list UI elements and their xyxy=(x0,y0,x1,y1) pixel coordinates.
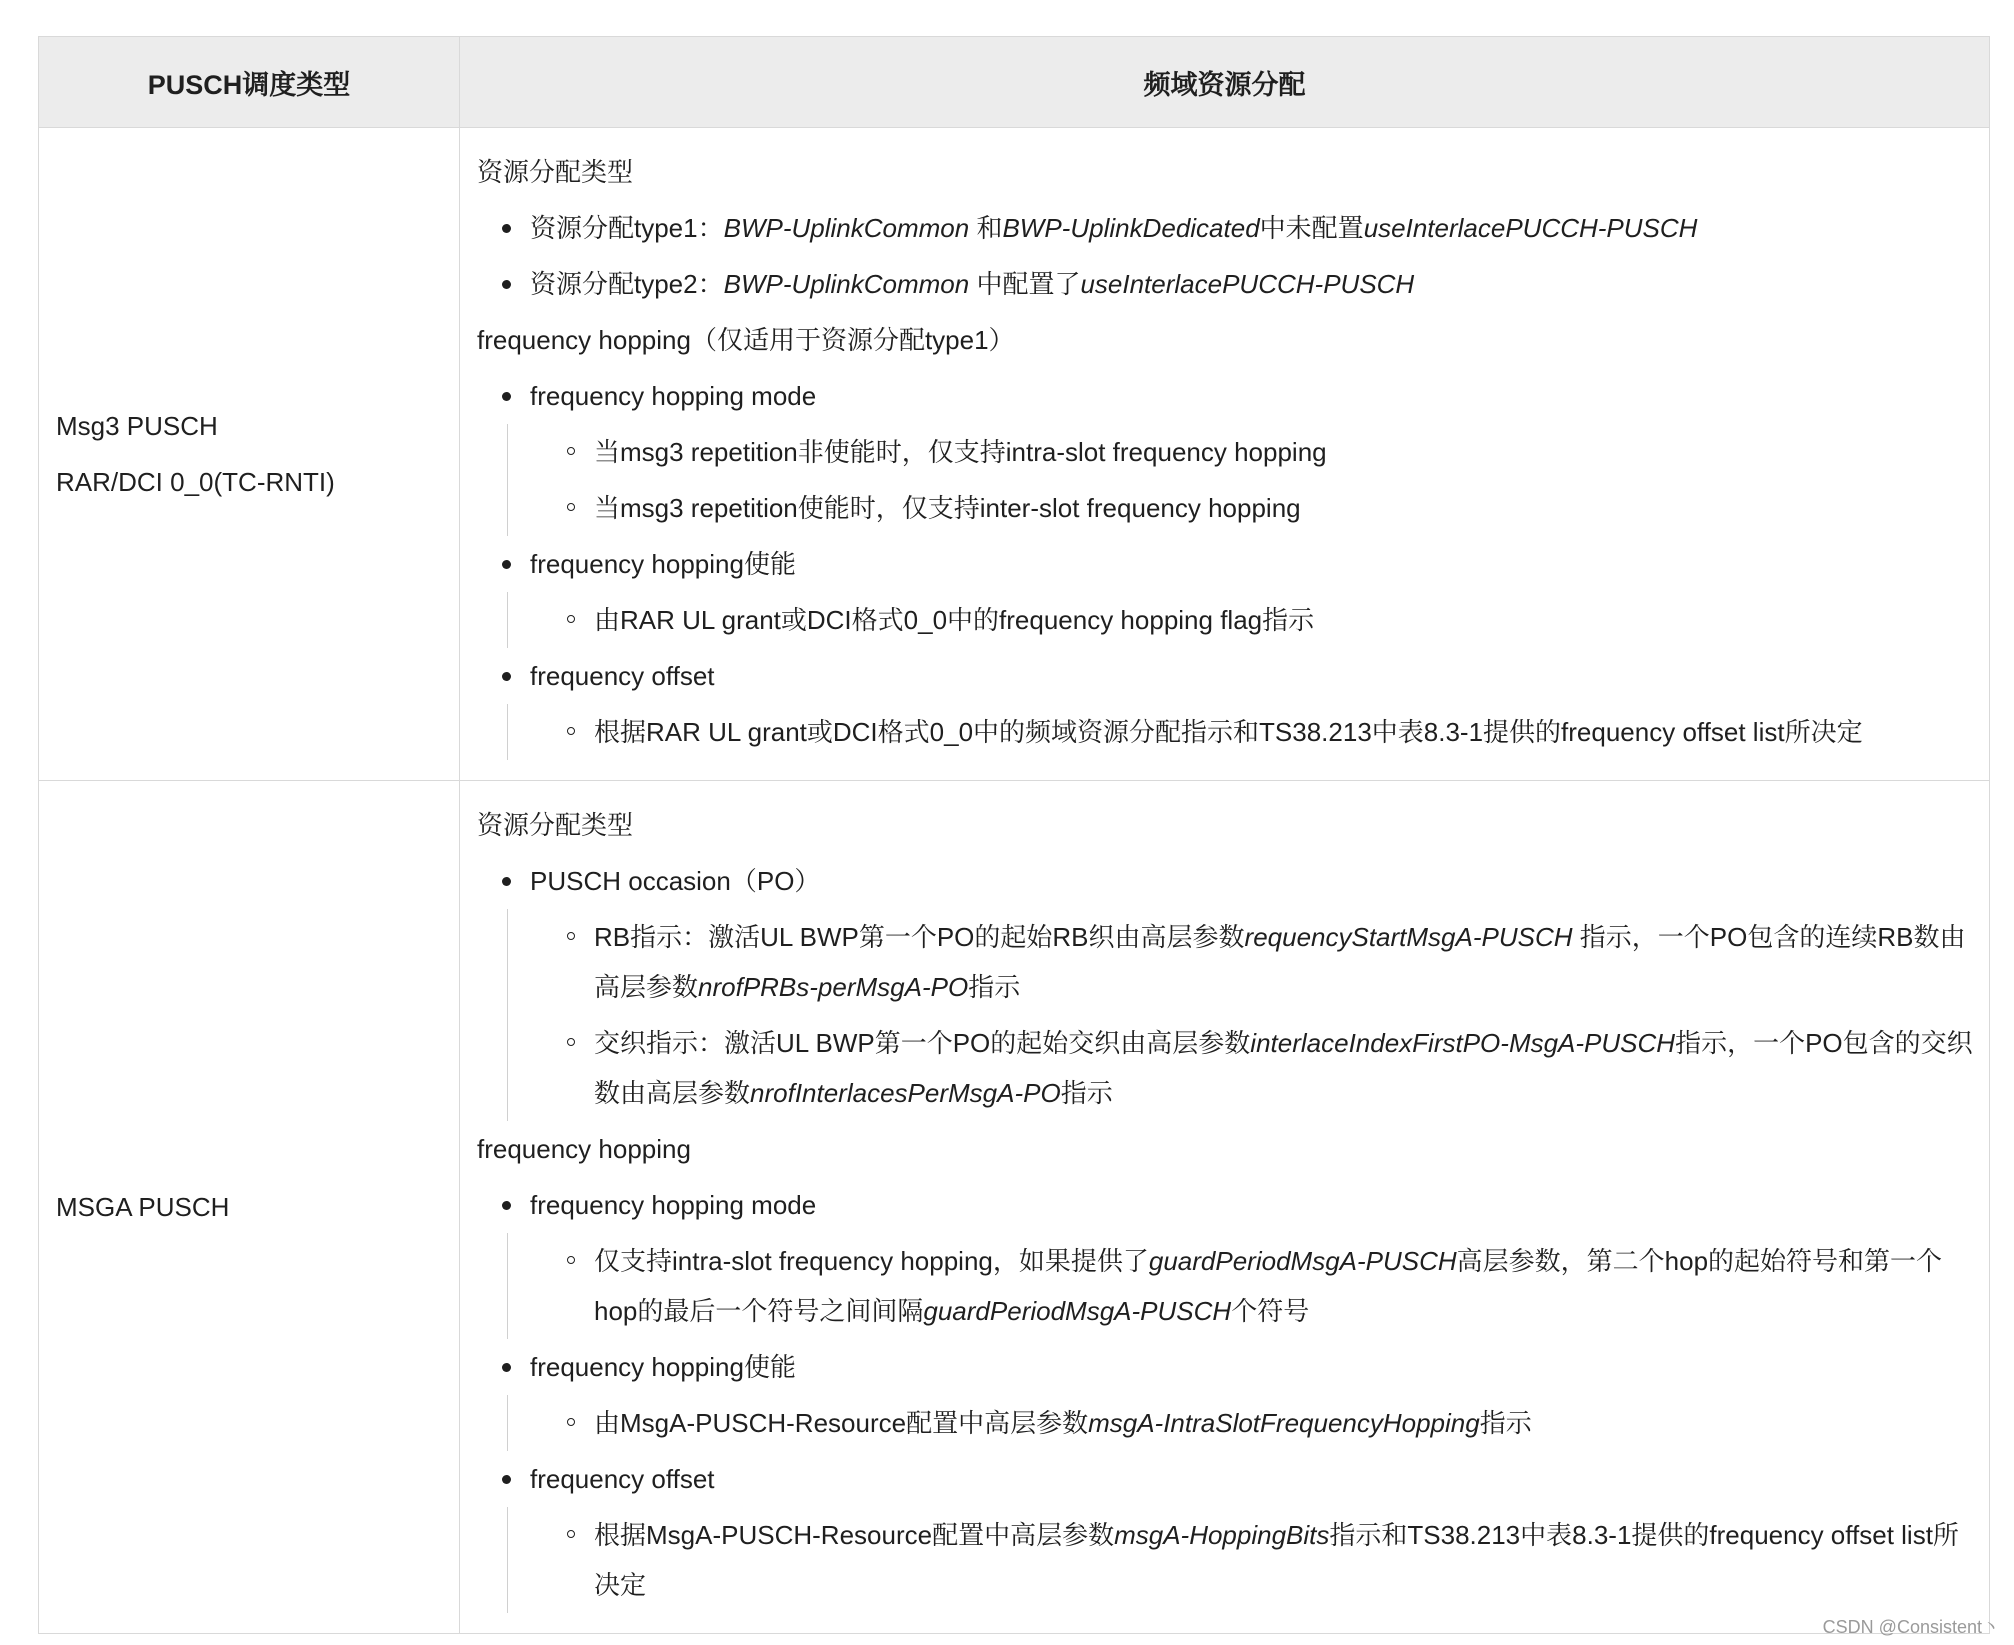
csdn-watermark: CSDN @Consistent丶 xyxy=(1822,1617,2000,1637)
sub-list xyxy=(507,1395,1979,1451)
header-freq-alloc: 频域资源分配 xyxy=(460,37,1990,128)
sub-list-item: 由RAR UL grant或DCI格式0_0中的frequency hopping flag指示 xyxy=(508,592,1979,648)
bullet-list xyxy=(477,536,1979,592)
list-item: 资源分配type1：BWP-UplinkCommon 和BWP-UplinkDedicated中未配置useInterlacePUCCH-PUSCH xyxy=(477,200,1979,256)
bullet-list xyxy=(477,368,1979,424)
table-row-msg3 xyxy=(39,128,1990,781)
sub-list xyxy=(507,424,1979,536)
sub-list xyxy=(507,1507,1979,1613)
type-line: RAR/DCI 0_0(TC-RNTI) xyxy=(56,467,335,497)
sub-list xyxy=(507,909,1979,1121)
list-item: PUSCH occasion（PO） xyxy=(477,853,1979,909)
cell-msg3-alloc xyxy=(460,128,1990,781)
cell-msga-type xyxy=(39,781,460,1634)
bullet-list xyxy=(477,1177,1979,1233)
frequency-resource-table xyxy=(38,36,1990,1634)
bullet-list xyxy=(477,648,1979,704)
sub-list-item: 根据RAR UL grant或DCI格式0_0中的频域资源分配指示和TS38.213中表8.3-1提供的frequency offset list所决定 xyxy=(508,704,1979,760)
list-item: frequency hopping mode xyxy=(477,1177,1979,1233)
section-title: frequency hopping xyxy=(477,1134,691,1164)
list-item: frequency hopping使能 xyxy=(477,536,1979,592)
section-title: 资源分配类型 xyxy=(477,810,634,840)
type-line: Msg3 PUSCH xyxy=(56,411,218,441)
bullet-list xyxy=(477,1339,1979,1395)
sub-list-item: 根据MsgA-PUSCH-Resource配置中高层参数msgA-HoppingBits指示和TS38.213中表8.3-1提供的frequency offset list所决定 xyxy=(508,1507,1979,1613)
table-header-row xyxy=(39,37,1990,128)
list-item: 资源分配type2：BWP-UplinkCommon 中配置了useInterlacePUCCH-PUSCH xyxy=(477,256,1979,312)
cell-msga-alloc xyxy=(460,781,1990,1634)
sub-list-item: 交织指示：激活UL BWP第一个PO的起始交织由高层参数interlaceIndexFirstPO-MsgA-PUSCH指示，一个PO包含的交织数由高层参数nrofInterlacesPerMsgA-PO指示 xyxy=(508,1015,1979,1121)
sub-list xyxy=(507,704,1979,760)
list-item: frequency hopping使能 xyxy=(477,1339,1979,1395)
sub-list xyxy=(507,592,1979,648)
sub-list xyxy=(507,1233,1979,1339)
bullet-list xyxy=(477,1451,1979,1507)
sub-list-item: 由MsgA-PUSCH-Resource配置中高层参数msgA-IntraSlotFrequencyHopping指示 xyxy=(508,1395,1979,1451)
sub-list-item: 当msg3 repetition使能时，仅支持inter-slot frequency hopping xyxy=(508,480,1979,536)
list-item: frequency hopping mode xyxy=(477,368,1979,424)
section-title: 资源分配类型 xyxy=(477,157,634,187)
section-title: frequency hopping（仅适用于资源分配type1） xyxy=(477,325,1015,355)
list-item: frequency offset xyxy=(477,648,1979,704)
sub-list-item: 仅支持intra-slot frequency hopping，如果提供了guardPeriodMsgA-PUSCH高层参数，第二个hop的起始符号和第一个hop的最后一个符号之间间隔guardPeriodMsgA-PUSCH个符号 xyxy=(508,1233,1979,1339)
sub-list-item: RB指示：激活UL BWP第一个PO的起始RB织由高层参数requencyStartMsgA-PUSCH 指示，一个PO包含的连续RB数由高层参数nrofPRBs-perMsgA-PO指示 xyxy=(508,909,1979,1015)
bullet-list xyxy=(477,853,1979,909)
list-item: frequency offset xyxy=(477,1451,1979,1507)
type-line: MSGA PUSCH xyxy=(56,1192,230,1222)
table-row-msga xyxy=(39,781,1990,1634)
sub-list-item: 当msg3 repetition非使能时，仅支持intra-slot frequency hopping xyxy=(508,424,1979,480)
cell-msg3-type xyxy=(39,128,460,781)
header-pusch-type: PUSCH调度类型 xyxy=(39,37,460,128)
bullet-list xyxy=(477,200,1979,312)
